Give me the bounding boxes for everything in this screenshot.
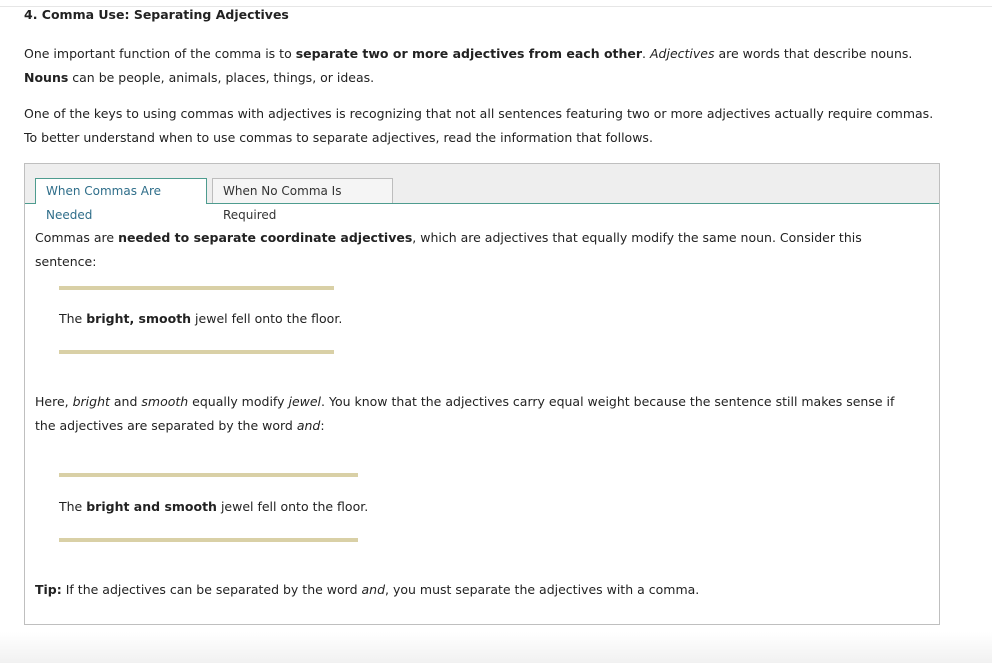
example-text: The bright, smooth jewel fell onto the floor. xyxy=(59,311,343,326)
example-top-rule xyxy=(59,473,358,477)
section-title: 4. Comma Use: Separating Adjectives xyxy=(24,7,289,22)
tabs-container xyxy=(24,163,940,625)
tab-bar xyxy=(25,164,939,222)
tip-paragraph: Tip: If the adjectives can be separated by the word and, you must separate the adjectives with a comma. xyxy=(35,582,700,597)
intro-paragraph-1: One important function of the comma is to separate two or more adjectives from each other. Adjectives are words that describe nouns. Nouns can be people, animals, places, things, or ideas. xyxy=(24,46,913,85)
example-bottom-rule xyxy=(59,350,334,354)
panel-paragraph-2: Here, bright and smooth equally modify jewel. You know that the adjectives carry equal weight because the sentence still makes sense if the adjectives are separated by the word and: xyxy=(35,394,895,433)
example-top-rule xyxy=(59,286,334,290)
intro-paragraph-2: One of the keys to using commas with adjectives is recognizing that not all sentences featuring two or more adjectives actually require commas. To better understand when to use commas to separate adjectives, read the information that follows. xyxy=(24,106,934,145)
example-bottom-rule xyxy=(59,538,358,542)
tab-when-no-comma-is-required[interactable]: When No Comma Is Required xyxy=(212,178,393,203)
tab-when-commas-are-needed[interactable]: When Commas Are Needed xyxy=(35,178,207,204)
example-sentence-1 xyxy=(59,286,343,326)
panel-paragraph-1: Commas are needed to separate coordinate adjectives, which are adjectives that equally modify the same noun. Consider this sentence: xyxy=(35,230,862,269)
example-sentence-2 xyxy=(59,473,369,514)
bottom-shade xyxy=(0,632,992,663)
example-text: The bright and smooth jewel fell onto the floor. xyxy=(59,499,369,514)
